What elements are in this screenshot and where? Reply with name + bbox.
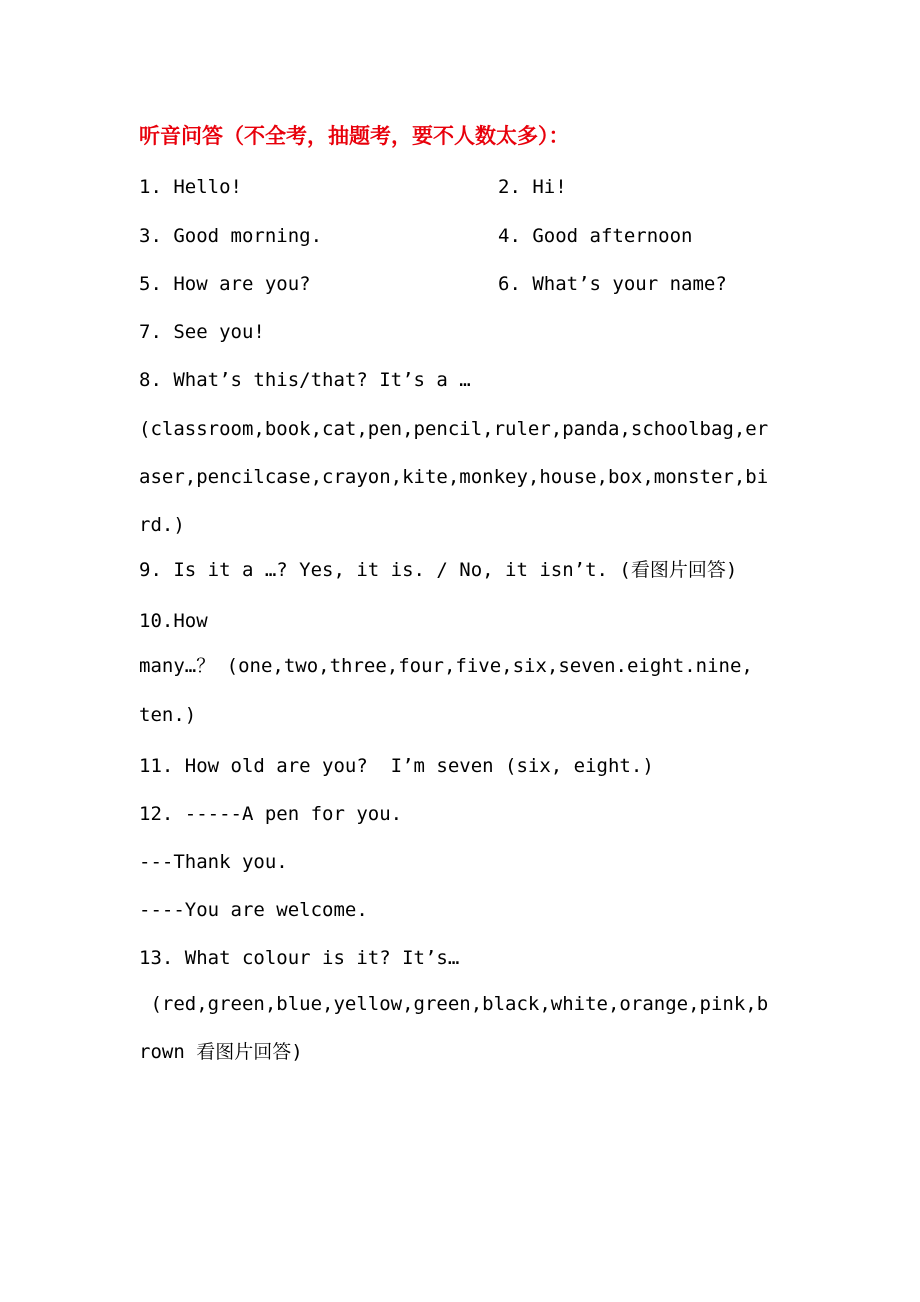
question-7: 7. See you!: [139, 321, 265, 343]
question-9: 9. Is it a …? Yes, it is. / No, it isn’t. (看图片回答): [139, 559, 738, 581]
question-11: 11. How old are you? I’m seven (six, eight.): [139, 755, 654, 777]
question-2: 2. Hi!: [498, 176, 567, 198]
question-8: 8. What’s this/that? It’s a …: [139, 369, 471, 391]
question-13-list-line-1: (red,green,blue,yellow,green,black,white,orange,pink,b: [139, 993, 769, 1015]
question-12: 12. -----A pen for you.: [139, 803, 403, 825]
question-1: 1. Hello!: [139, 176, 242, 198]
question-3: 3. Good morning.: [139, 225, 323, 247]
section-title: 听音问答（不全考，抽题考，要不人数太多）：: [139, 124, 570, 148]
question-4: 4. Good afternoon: [498, 225, 693, 247]
question-6: 6. What’s your name?: [498, 273, 727, 295]
question-13-list-line-2: rown 看图片回答): [139, 1041, 303, 1063]
question-13: 13. What colour is it? It’s…: [139, 947, 460, 969]
question-12-reply-2: ----You are welcome.: [139, 899, 368, 921]
question-8-list-line-1: (classroom,book,cat,pen,pencil,ruler,panda,schoolbag,er: [139, 418, 769, 440]
question-10-list-line-1: many…？ (one,two,three,four,five,six,seven.eight.nine,: [139, 655, 753, 677]
question-10-list-line-2: ten.): [139, 704, 197, 726]
question-8-list-line-3: rd.): [139, 514, 185, 536]
question-8-list-line-2: aser,pencilcase,crayon,kite,monkey,house,box,monster,bi: [139, 466, 769, 488]
question-5: 5. How are you?: [139, 273, 311, 295]
question-10: 10.How: [139, 610, 208, 632]
question-12-reply-1: ---Thank you.: [139, 851, 288, 873]
